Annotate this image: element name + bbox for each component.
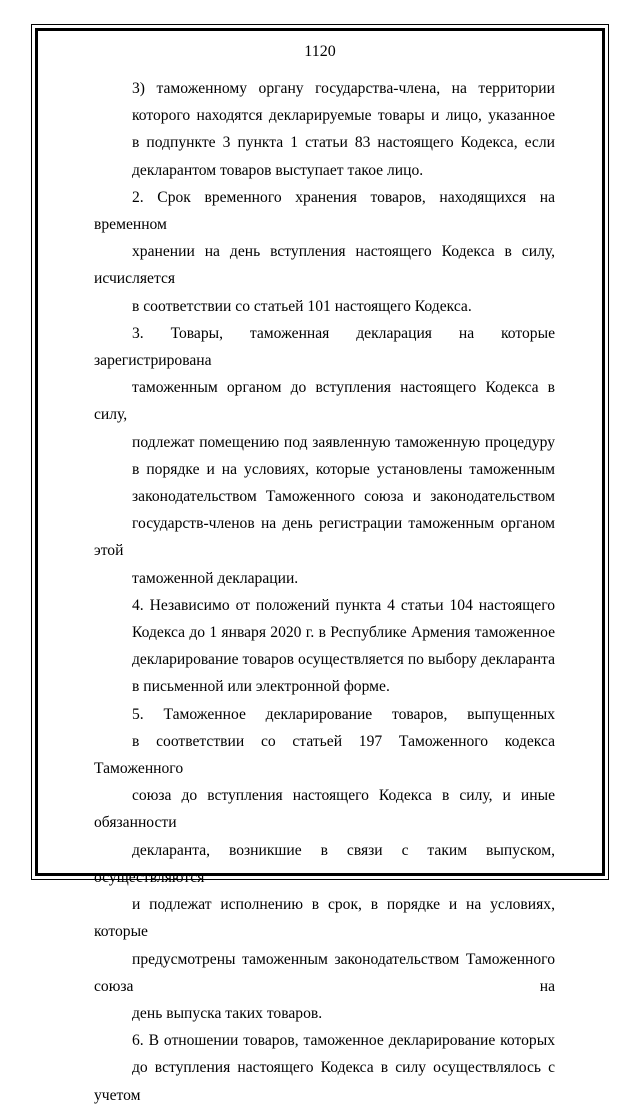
paragraph-6	[94, 1027, 555, 1109]
text-line: до вступления настоящего Кодекса в силу осуществлялось с учетом	[94, 1059, 555, 1104]
text-line: декларанта, возникшие в связи с таким выпуском, осуществляются	[94, 841, 555, 886]
text-line: в подпункте 3 пункта 1 статьи 83 настоящего Кодекса, если	[132, 134, 555, 152]
text-line: союза до вступления настоящего Кодекса в силу, и иные обязанности	[94, 787, 555, 832]
text-line: 2. Срок временного хранения товаров, находящихся на временном	[94, 188, 555, 234]
paragraph-4	[94, 592, 555, 701]
text-line: государств-членов на день регистрации таможенным органом этой	[94, 515, 555, 560]
page-number: 1120	[304, 43, 336, 60]
text-line: декларирование товаров осуществляется по выбору декларанта	[132, 651, 555, 669]
text-line: день выпуска таких товаров.	[132, 1004, 323, 1022]
text-line: в письменной или электронной форме.	[132, 678, 390, 696]
paragraph-2	[94, 184, 555, 320]
text-line: в соответствии со статьей 197 Таможенного кодекса Таможенного	[94, 732, 555, 778]
text-line: таможенной декларации.	[132, 569, 299, 587]
paragraph-1	[94, 75, 555, 184]
text-line: подлежат помещению под заявленную таможенную процедуру	[132, 433, 555, 451]
text-line: декларантом товаров выступает такое лицо.	[132, 161, 424, 179]
text-line: 6. В отношении товаров, таможенное декларирование которых	[132, 1032, 555, 1050]
text-line: 3. Товары, таможенная декларация на которые зарегистрирована	[94, 324, 555, 370]
text-line: в соответствии со статьей 101 настоящего Кодекса.	[132, 297, 472, 315]
page-border-inner	[35, 28, 605, 1104]
document-body	[94, 75, 555, 1109]
text-line: 3) таможенному органу государства-члена, на территории	[132, 80, 555, 97]
paragraph-3	[94, 320, 555, 592]
text-line: хранении на день вступления настоящего Кодекса в силу, исчисляется	[94, 243, 555, 288]
text-line: в порядке и на условиях, которые установлены таможенным	[132, 460, 555, 478]
paragraph-5	[94, 701, 555, 1027]
text-line: таможенным органом до вступления настоящего Кодекса в силу,	[94, 379, 555, 424]
text-line: 5. Таможенное декларирование товаров, выпущенных	[132, 705, 555, 723]
page-border-outer	[31, 24, 609, 1104]
text-line: предусмотрены таможенным законодательством Таможенного союза на	[94, 950, 555, 995]
text-line: и подлежат исполнению в срок, в порядке и на условиях, которые	[94, 896, 555, 941]
text-line: законодательством Таможенного союза и законодательством	[132, 488, 555, 506]
text-line: которого находятся декларируемые товары и лицо, указанное	[132, 107, 555, 125]
text-line: 4. Независимо от положений пункта 4 статьи 104 настоящего	[132, 596, 555, 614]
text-line: Кодекса до 1 января 2020 г. в Республике Армения таможенное	[132, 624, 555, 642]
